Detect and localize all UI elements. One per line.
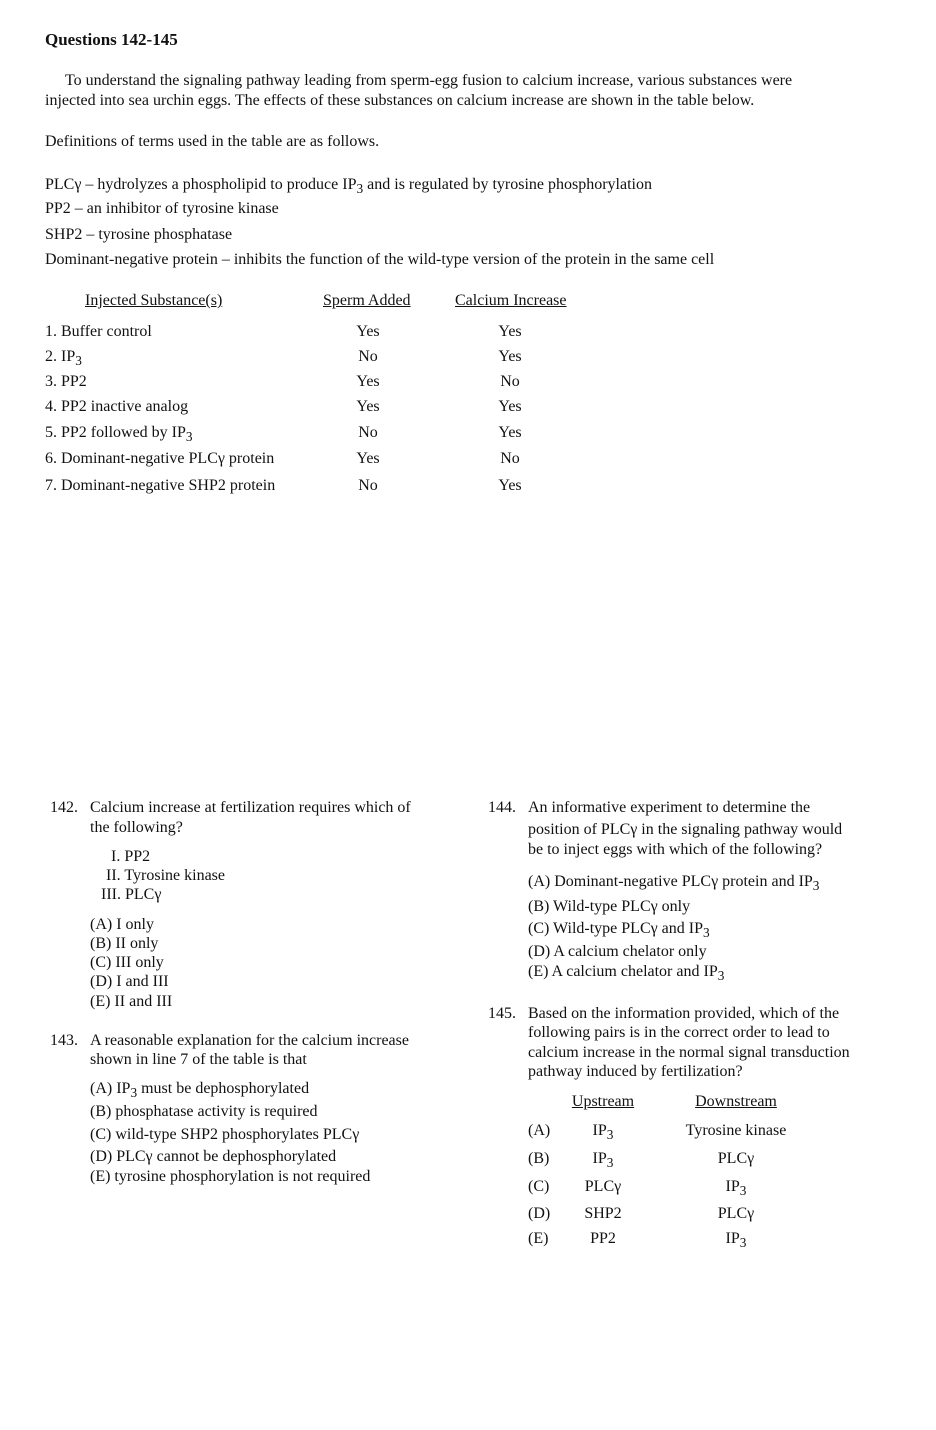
q145-option-d-downstream: PLCγ <box>717 1205 755 1222</box>
q145-option-label-d[interactable]: (D) <box>528 1205 551 1222</box>
definition-pp2: PP2 – an inhibitor of tyrosine kinase <box>45 200 279 217</box>
table-row-substance: 3. PP2 <box>45 373 87 390</box>
q143-option-a[interactable]: (A) $IP_3$ must be dephosphorylated <box>90 1080 310 1101</box>
q142-number: 142. <box>50 799 78 816</box>
q142-option-b[interactable]: (B) II only <box>90 935 159 952</box>
definition-shp2: SHP2 – tyrosine phosphatase <box>45 226 233 243</box>
q142-option-d[interactable]: (D) I and III <box>90 973 169 990</box>
q144-option-c[interactable]: (C) Wild-type PLCγ and $IP_3$ <box>528 920 710 941</box>
intro-text-line1: To understand the signaling pathway leading from sperm-egg fusion to calcium increase, various substances were <box>65 72 793 89</box>
q145-option-e-downstream: $IP_3$ <box>725 1230 747 1251</box>
definition-dominant-negative: Dominant-negative protein – inhibits the function of the wild-type version of the protein in the same cell <box>45 251 715 268</box>
q145-option-label-b[interactable]: (B) <box>528 1150 550 1167</box>
table-row-calcium: Yes <box>498 398 522 415</box>
q143-stem-line2: shown in line 7 of the table is that <box>90 1051 307 1068</box>
q144-stem-line2: position of PLCγ in the signaling pathway would <box>528 821 843 838</box>
q145-option-label-a[interactable]: (A) <box>528 1122 551 1139</box>
definition-plcg: PLCγ – hydrolyzes a phospholipid to produce $IP_3$ and is regulated by tyrosine phosphorylation <box>45 176 652 197</box>
table-row-calcium: Yes <box>498 424 522 441</box>
definitions-intro: Definitions of terms used in the table are as follows. <box>45 133 380 150</box>
q143-stem-line1: A reasonable explanation for the calcium increase <box>90 1032 409 1049</box>
q143-option-c[interactable]: (C) wild-type SHP2 phosphorylates PLCγ <box>90 1126 360 1143</box>
table-row-substance: 1. Buffer control <box>45 323 152 340</box>
table-row-substance: 4. PP2 inactive analog <box>45 398 189 415</box>
q142-roman-1: I. PP2 <box>111 848 151 865</box>
q142-stem-line2: the following? <box>90 819 183 836</box>
q145-option-c-upstream: PLCγ <box>584 1178 622 1195</box>
q142-option-a[interactable]: (A) I only <box>90 916 154 933</box>
q145-stem-line3: calcium increase in the normal signal transduction <box>528 1044 850 1061</box>
table-row-sperm: Yes <box>356 323 380 340</box>
q145-header-upstream: Upstream <box>571 1093 635 1110</box>
q143-option-d[interactable]: (D) PLCγ cannot be dephosphorylated <box>90 1148 337 1165</box>
q143-option-b[interactable]: (B) phosphatase activity is required <box>90 1103 318 1120</box>
table-row-substance: 7. Dominant-negative SHP2 protein <box>45 477 276 494</box>
table-row-substance: 5. PP2 followed by $IP_3$ <box>45 424 193 445</box>
q143-number: 143. <box>50 1032 78 1049</box>
q144-stem-line1: An informative experiment to determine the <box>528 799 811 816</box>
table-row-sperm: No <box>358 477 378 494</box>
intro-text-line2: injected into sea urchin eggs. The effects of these substances on calcium increase are shown in the table below. <box>45 92 755 109</box>
q144-stem-line3: be to inject eggs with which of the following? <box>528 841 823 858</box>
q145-option-a-upstream: $IP_3$ <box>592 1122 614 1143</box>
q142-option-c[interactable]: (C) III only <box>90 954 164 971</box>
q144-option-b[interactable]: (B) Wild-type PLCγ only <box>528 898 691 915</box>
q145-option-a-downstream: Tyrosine kinase <box>685 1122 787 1139</box>
table-row-calcium: No <box>500 450 520 467</box>
table-row-sperm: Yes <box>356 398 380 415</box>
q144-option-d[interactable]: (D) A calcium chelator only <box>528 943 707 960</box>
q145-option-b-downstream: PLCγ <box>717 1150 755 1167</box>
table-row-sperm: Yes <box>356 450 380 467</box>
q145-stem-line2: following pairs is in the correct order to lead to <box>528 1024 830 1041</box>
q145-option-label-e[interactable]: (E) <box>528 1230 549 1247</box>
q143-option-e[interactable]: (E) tyrosine phosphorylation is not required <box>90 1168 371 1185</box>
table-row-calcium: No <box>500 373 520 390</box>
table-row-sperm: No <box>358 424 378 441</box>
table-row-calcium: Yes <box>498 348 522 365</box>
table-header-substance: Injected Substance(s) <box>85 292 223 309</box>
table-header-calcium: Calcium Increase <box>455 292 567 309</box>
q144-number: 144. <box>488 799 516 816</box>
q142-roman-2: II. Tyrosine kinase <box>106 867 225 884</box>
q145-option-c-downstream: $IP_3$ <box>725 1178 747 1199</box>
table-row-calcium: Yes <box>498 477 522 494</box>
q144-option-a[interactable]: (A) Dominant-negative PLCγ protein and $IP_3$ <box>528 873 820 894</box>
q145-option-d-upstream: SHP2 <box>584 1205 622 1222</box>
q145-stem-line4: pathway induced by fertilization? <box>528 1063 743 1080</box>
q145-option-b-upstream: $IP_3$ <box>592 1150 614 1171</box>
q145-header-downstream: Downstream <box>695 1093 777 1110</box>
page-title: Questions 142-145 <box>45 30 178 49</box>
table-row-sperm: No <box>358 348 378 365</box>
q145-number: 145. <box>488 1005 516 1022</box>
q145-option-label-c[interactable]: (C) <box>528 1178 550 1195</box>
table-row-substance: 2. $IP_3$ <box>45 348 82 369</box>
q145-option-e-upstream: PP2 <box>590 1230 616 1247</box>
table-row-substance: 6. Dominant-negative PLCγ protein <box>45 450 275 467</box>
q145-stem-line1: Based on the information provided, which of the <box>528 1005 840 1022</box>
table-row-sperm: Yes <box>356 373 380 390</box>
q142-roman-3: III. PLCγ <box>101 886 162 903</box>
q144-option-e[interactable]: (E) A calcium chelator and $IP_3$ <box>528 963 725 984</box>
table-header-sperm: Sperm Added <box>323 292 411 309</box>
q142-stem-line1: Calcium increase at fertilization requires which of <box>90 799 411 816</box>
q142-option-e[interactable]: (E) II and III <box>90 993 173 1010</box>
table-row-calcium: Yes <box>498 323 522 340</box>
